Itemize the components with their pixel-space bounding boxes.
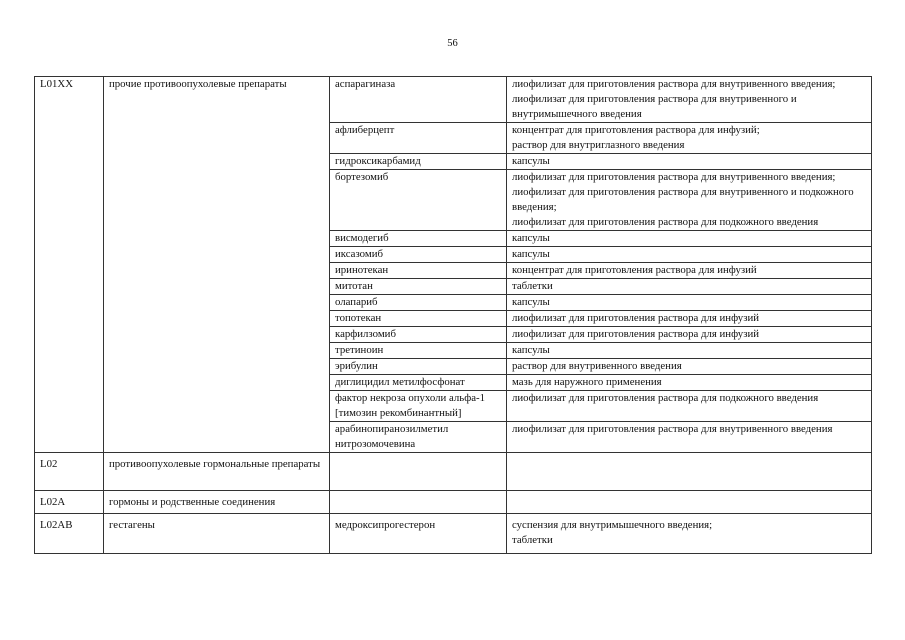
drug-name-cell: иринотекан (330, 263, 507, 279)
dosage-forms-cell (507, 343, 872, 359)
group-name-cell: гестагены (104, 514, 330, 554)
dosage-form-line: концентрат для приготовления раствора для инфузий; (512, 124, 760, 136)
drug-name-cell: третиноин (330, 343, 507, 359)
drug-name-cell: олапариб (330, 295, 507, 311)
dosage-form-line: мазь для наружного применения (512, 376, 662, 388)
drug-name-cell: висмодегиб (330, 231, 507, 247)
dosage-form-line: капсулы (512, 248, 550, 260)
dosage-forms-cell (507, 295, 872, 311)
drug-name-cell: бортезомиб (330, 170, 507, 231)
dosage-form-line: лиофилизат для приготовления раствора для внутривенного введения; (512, 171, 836, 183)
dosage-forms-cell (507, 279, 872, 295)
dosage-form-line: лиофилизат для приготовления раствора для внутривенного введения; (512, 78, 836, 90)
table-body (35, 77, 872, 554)
dosage-forms-cell (507, 170, 872, 231)
drug-name-cell: топотекан (330, 311, 507, 327)
dosage-forms-cell (507, 391, 872, 422)
drug-name-cell: эрибулин (330, 359, 507, 375)
dosage-form-line: раствор для внутривенного введения (512, 360, 682, 372)
dosage-forms-cell (507, 422, 872, 453)
atc-code-cell: L02AB (35, 514, 104, 554)
group-name-cell: противоопухолевые гормональные препараты (104, 453, 330, 491)
dosage-forms-cell (507, 123, 872, 154)
drug-name-cell: афлиберцепт (330, 123, 507, 154)
dosage-forms-cell (507, 263, 872, 279)
drug-name-cell (330, 491, 507, 514)
drug-name-cell: диглицидил метилфосфонат (330, 375, 507, 391)
dosage-forms-cell (507, 77, 872, 123)
dosage-form-line: капсулы (512, 296, 550, 308)
table-row (35, 514, 872, 554)
group-name-cell: прочие противоопухолевые препараты (104, 77, 330, 453)
dosage-form-line: таблетки (512, 534, 553, 546)
dosage-form-line: лиофилизат для приготовления раствора для инфузий (512, 328, 760, 340)
drug-table (34, 76, 872, 554)
group-name-cell: гормоны и родственные соединения (104, 491, 330, 514)
dosage-forms-cell (507, 231, 872, 247)
drug-name-cell: медроксипрогестерон (330, 514, 507, 554)
dosage-form-line: лиофилизат для приготовления раствора для внутривенного и внутримышечного введения (512, 93, 797, 120)
dosage-forms-cell (507, 453, 872, 491)
atc-code-cell: L02 (35, 453, 104, 491)
dosage-form-line: капсулы (512, 344, 550, 356)
drug-name-cell: гидроксикарбамид (330, 154, 507, 170)
dosage-forms-cell (507, 247, 872, 263)
dosage-form-line: суспензия для внутримышечного введения; (512, 519, 713, 531)
page-number: 56 (447, 38, 458, 49)
drug-name-cell: аспарагиназа (330, 77, 507, 123)
dosage-form-line: концентрат для приготовления раствора для инфузий (512, 264, 757, 276)
dosage-forms-cell (507, 491, 872, 514)
dosage-form-line: лиофилизат для приготовления раствора для подкожного введения (512, 216, 819, 228)
dosage-forms-cell (507, 154, 872, 170)
dosage-form-line: лиофилизат для приготовления раствора для внутривенного введения (512, 423, 833, 435)
drug-name-cell: карфилзомиб (330, 327, 507, 343)
drug-name-cell: иксазомиб (330, 247, 507, 263)
dosage-form-line: капсулы (512, 155, 550, 167)
dosage-form-line: капсулы (512, 232, 550, 244)
dosage-form-line: лиофилизат для приготовления раствора для внутривенного и подкожного введения; (512, 186, 854, 213)
drug-name-cell: арабинопиранозилметил нитрозомочевина (330, 422, 507, 453)
table-row (35, 491, 872, 514)
drug-name-cell (330, 453, 507, 491)
dosage-forms-cell (507, 359, 872, 375)
drug-name-cell: фактор некроза опухоли альфа-1 [тимозин рекомбинантный] (330, 391, 507, 422)
dosage-form-line: раствор для внутриглазного введения (512, 139, 685, 151)
dosage-forms-cell (507, 375, 872, 391)
dosage-form-line: лиофилизат для приготовления раствора для инфузий (512, 312, 760, 324)
atc-code-cell: L02A (35, 491, 104, 514)
dosage-form-line: таблетки (512, 280, 553, 292)
table-row (35, 77, 872, 123)
table-row (35, 453, 872, 491)
dosage-forms-cell (507, 327, 872, 343)
atc-code-cell: L01XX (35, 77, 104, 453)
drug-name-cell: митотан (330, 279, 507, 295)
dosage-forms-cell (507, 514, 872, 554)
dosage-form-line: лиофилизат для приготовления раствора для подкожного введения (512, 392, 819, 404)
dosage-forms-cell (507, 311, 872, 327)
